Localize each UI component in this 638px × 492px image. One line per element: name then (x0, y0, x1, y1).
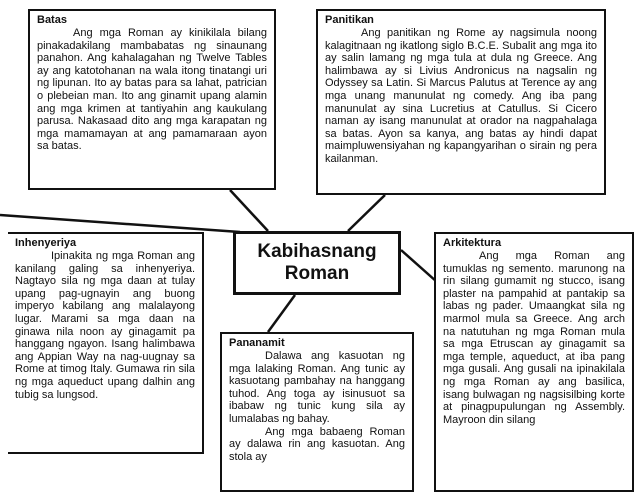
connector-inhenyeriya (0, 215, 240, 232)
pananamit-para2: Ang mga babaeng Roman ay dalawa rin ang kasuotan. Ang stola ay (229, 425, 405, 463)
pananamit-box (220, 332, 414, 492)
connector-pananamit (268, 295, 295, 332)
batas-box (28, 9, 276, 190)
connector-panitikan (348, 195, 385, 231)
connector-arkitektura (401, 250, 437, 282)
pananamit-title: Pananamit (229, 337, 285, 349)
connector-batas (230, 190, 268, 231)
batas-text: Ang mga Roman ay kinikilala bilang pinakadakilang mambabatas ng sinaunang panahon. Ang kahalagahan ng Twelve Tables ay ang katotohanan na wala itong tinatangi uri ng lipunan. Ito ay batas para sa lahat, patrician o plebeian man. Ito ang ginamit upang alamin ang mga krimen at tantiyahin ang kaukulang parusa. Nakasaad dito ang mga karapatan ng mga mamamayan at ang pamamaraan ayon sa batas. (37, 27, 267, 153)
center-title-line2: Roman (284, 263, 350, 284)
arkitektura-box (434, 232, 634, 492)
pananamit-para1: Dalawa ang kasuotan ng mga lalaking Roman. Ang tunic ay kasuotang pambahay na hanggang tuhod. Ang toga ay isinusuot sa ibabaw ng tunic kung sila ay lumalabas ng bahay. (229, 350, 405, 425)
arkitektura-text: Ang mga Roman ang tumuklas ng semento. marunong na rin silang gumamit ng stucco, isang plaster na pampahid at pantakip sa labas ng pader. Umaangkat sila ng marmol mula sa Greece. Ang arch na natutuhan ng mga Roman mula sa mga Etruscan ay ginagamit sa mga temple, aqueduct, at iba pang mga gusali. Ang gusali na ipinakilala ng mga Roman ay ang basilica, isang bulwagan ng nagsisilbing korte at pinagpupulungan ng Assembly. Mayroon din silang (443, 250, 625, 426)
panitikan-box (316, 9, 606, 195)
inhenyeriya-text: Ipinakita ng mga Roman ang kanilang galing sa inhenyeriya. Nagtayo sila ng mga daan at tulay upang pag-ugnayin ang buong imperyo kabilang ang malalayong lugar. Marami sa mga daan na ginawa nila noon ay ginagamit pa hanggang ngayon. Isang halimbawa ang Appian Way na nag-uugnay sa Rome at timog Italy. Gumawa rin sila ng mga aqueduct upang dalhin ang tubig sa lungsod. (15, 250, 195, 401)
arkitektura-title: Arkitektura (443, 237, 502, 249)
inhenyeriya-title: Inhenyeriya (15, 237, 77, 249)
center-title-box (233, 231, 401, 295)
panitikan-title: Panitikan (325, 14, 374, 26)
panitikan-text: Ang panitikan ng Rome ay nagsimula noong kalagitnaan ng ikatlong siglo B.C.E. Subalit ang mga ito ay salin lamang ng mga tula at dula ng Greece. Ang halimbawa ay si Livius Andronicus na nagsalin ng Odyssey sa Latin. Si Marcus Palutus at Terence ay ang mga unang manunulat ng comedy. Ang iba pang manunulat ay sina Lucretius at Catullus. Si Cicero naman ay isang manunulat at orador na nagpahalaga sa batas. Ayon sa kanya, ang batas ay hindi dapat maimpluwensiyahan ng kapangyarihan o sirain ng pera kailanman. (325, 27, 597, 165)
inhenyeriya-box (8, 232, 204, 454)
center-title-line1: Kabihasnang (257, 241, 377, 262)
batas-title: Batas (37, 14, 67, 26)
